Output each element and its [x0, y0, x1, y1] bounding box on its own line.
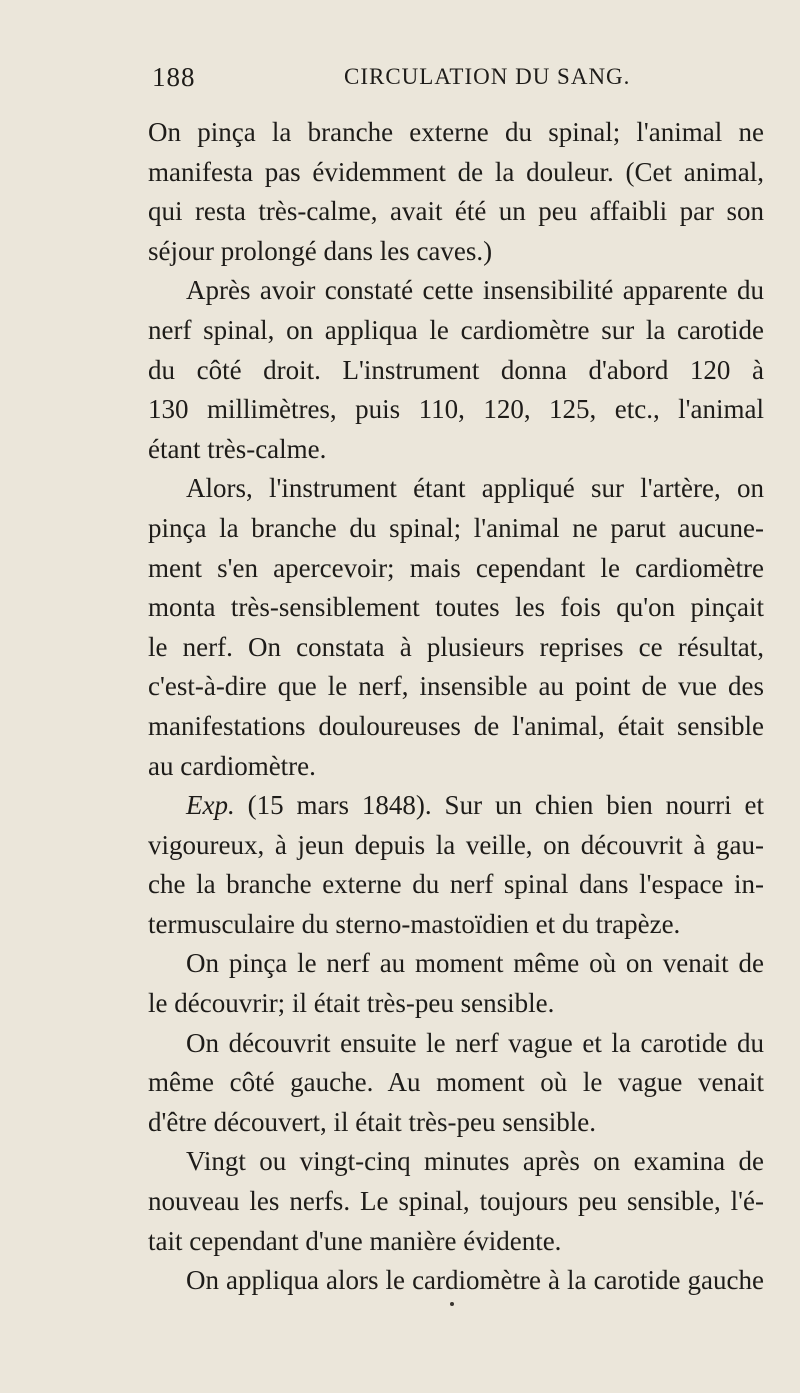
text-line: le nerf. On constata à plusieurs reprises ce résultat, [148, 631, 764, 662]
text-line: Vingt ou vingt-cinq minutes après on examina de [186, 1146, 764, 1177]
text-line: On appliqua alors le cardiomètre à la carotide gauche [186, 1265, 764, 1296]
text-line: manifestations douloureuses de l'animal, était sensible [148, 710, 764, 741]
text-line: d'être découvert, il était très-peu sensible. [148, 1106, 596, 1137]
text-line: le découvrir; il était très-peu sensible. [148, 988, 555, 1019]
text-line: Après avoir constaté cette insensibilité apparente du [186, 275, 764, 306]
text-line: au cardiomètre. [148, 750, 316, 781]
text-line: qui resta très-calme, avait été un peu affaibli par son [148, 196, 764, 227]
text-line: c'est-à-dire que le nerf, insensible au point de vue des [148, 671, 764, 702]
text-line: pinça la branche du spinal; l'animal ne parut aucune- [148, 512, 764, 543]
text-line: manifesta pas évidemment de la douleur. (Cet animal, [148, 156, 764, 187]
text-line: On pinça la branche externe du spinal; l'animal ne [148, 117, 764, 147]
text-line: monta très-sensiblement toutes les fois qu'on pinçait [148, 592, 764, 623]
text-line: même côté gauche. Au moment où le vague venait [148, 1067, 764, 1098]
text-line: che la branche externe du nerf spinal dans l'espace in- [148, 869, 764, 900]
text-line: Alors, l'instrument étant appliqué sur l'artère, on [186, 473, 764, 504]
text-line: ment s'en apercevoir; mais cependant le cardiomètre [148, 552, 764, 583]
text-line: termusculaire du sterno-mastoïdien et du trapèze. [148, 908, 681, 939]
experiment-abbreviation: Exp. [186, 790, 235, 821]
text-line: étant très-calme. [148, 433, 327, 464]
text-line: 130 millimètres, puis 110, 120, 125, etc., l'animal [148, 394, 764, 425]
text-line: Exp. (15 mars 1848). Sur un chien bien nourri et [186, 790, 764, 821]
text-line: nouveau les nerfs. Le spinal, toujours peu sensible, l'é- [148, 1186, 764, 1217]
text-line: tait cependant d'une manière évidente. [148, 1225, 562, 1256]
body-text [148, 113, 764, 1301]
text-line: On pinça le nerf au moment même où on venait de [186, 948, 764, 979]
text-line: du côté droit. L'instrument donna d'abord 120 à [148, 354, 764, 385]
page-header [152, 62, 757, 102]
text-line: On découvrit ensuite le nerf vague et la carotide du [186, 1027, 764, 1058]
text-line: vigoureux, à jeun depuis la veille, on découvrit à gau- [148, 829, 764, 860]
text-line: séjour prolongé dans les caves.) [148, 235, 493, 266]
page-number: 188 [152, 62, 196, 92]
ink-speck [450, 1302, 454, 1306]
running-title: CIRCULATION DU SANG. [344, 64, 631, 89]
text-line: nerf spinal, on appliqua le cardiomètre sur la carotide [148, 314, 764, 345]
